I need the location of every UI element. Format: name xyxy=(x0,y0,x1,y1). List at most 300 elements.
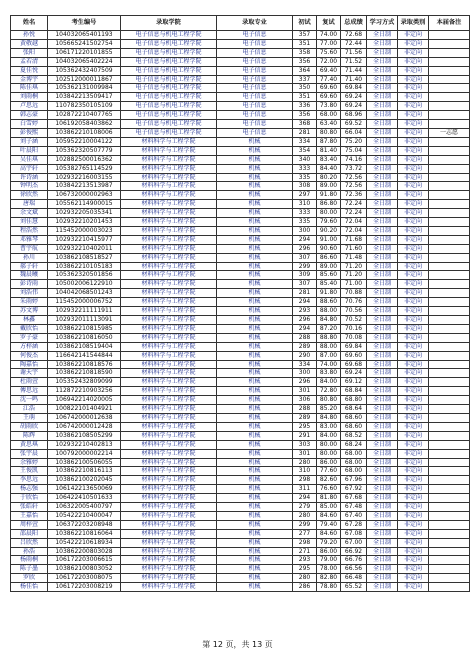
table-row xyxy=(11,57,470,66)
table-cell: 308 xyxy=(293,182,317,191)
table-cell: 杨志强 xyxy=(11,485,48,494)
table-cell: 310 xyxy=(293,467,317,476)
table-cell: 303 xyxy=(293,440,317,449)
table-cell: 金博宇 xyxy=(11,75,48,84)
table-cell: 85.40 xyxy=(317,280,341,289)
table-cell: 材料科学与工程学院 xyxy=(121,360,217,369)
table-cell: 材料科学与工程学院 xyxy=(121,449,217,458)
table-cell: 103862200803028 xyxy=(48,547,121,556)
table-cell: 材料科学与工程学院 xyxy=(121,556,217,565)
table-cell: 非定向 xyxy=(398,324,429,333)
table-cell: 84.00 xyxy=(317,431,341,440)
table-cell: 材料科学与工程学院 xyxy=(121,476,217,485)
table-cell: 机械 xyxy=(217,218,293,227)
table-cell: 68.84 xyxy=(341,387,367,396)
table-cell xyxy=(429,120,470,129)
table-cell: 294 xyxy=(293,235,317,244)
table-cell: 电子信息与机电工程学院 xyxy=(121,31,217,40)
table-cell: 孙浩 xyxy=(11,547,48,556)
table-cell: 294 xyxy=(293,494,317,503)
table-cell: 电子信息 xyxy=(217,84,293,93)
table-cell xyxy=(429,253,470,262)
table-cell: 296 xyxy=(293,316,317,325)
table-cell: 非定向 xyxy=(398,218,429,227)
table-cell: 余雅婷 xyxy=(11,458,48,467)
table-cell: 材料科学与工程学院 xyxy=(121,529,217,538)
table-cell: 非定向 xyxy=(398,307,429,316)
table-cell: 102932011113091 xyxy=(48,316,121,325)
table-cell: 材料科学与工程学院 xyxy=(121,565,217,574)
table-cell: 69.84 xyxy=(341,342,367,351)
table-cell: 83.40 xyxy=(317,155,341,164)
table-cell: 102932211111911 xyxy=(48,307,121,316)
table-cell: 335 xyxy=(293,218,317,227)
table-cell: 全日制 xyxy=(367,244,398,253)
column-header: 录取学院 xyxy=(121,16,217,31)
table-cell: 机械 xyxy=(217,467,293,476)
table-cell: 105362320507779 xyxy=(48,146,121,155)
table-cell: 非定向 xyxy=(398,422,429,431)
table-cell: 85.20 xyxy=(317,405,341,414)
table-row xyxy=(11,31,470,40)
table-cell: 非定向 xyxy=(398,66,429,75)
table-cell: 非定向 xyxy=(398,333,429,342)
table-cell: 材料科学与工程学院 xyxy=(121,262,217,271)
table-cell: 351 xyxy=(293,93,317,102)
table-row xyxy=(11,226,470,235)
table-cell: 全日制 xyxy=(367,387,398,396)
table-cell: 67.28 xyxy=(341,520,367,529)
table-cell: 106322005400797 xyxy=(48,503,121,512)
page-footer: 第 12 页，共 13 页 xyxy=(202,640,273,649)
table-cell: 89.00 xyxy=(317,182,341,191)
table-cell: 高宇轩 xyxy=(11,164,48,173)
table-cell: 非定向 xyxy=(398,209,429,218)
table-cell: 机械 xyxy=(217,146,293,155)
table-cell: 72.04 xyxy=(341,218,367,227)
table-cell xyxy=(429,547,470,556)
table-row xyxy=(11,316,470,325)
table-cell: 87.00 xyxy=(317,351,341,360)
table-cell: 非定向 xyxy=(398,351,429,360)
table-cell: 336 xyxy=(293,102,317,111)
table-cell: 郝子轩 xyxy=(11,262,48,271)
table-cell xyxy=(429,280,470,289)
table-cell xyxy=(429,413,470,422)
table-cell: 魏晨曦 xyxy=(11,271,48,280)
table-cell xyxy=(429,440,470,449)
table-cell xyxy=(429,574,470,583)
table-cell: 材料科学与工程学院 xyxy=(121,271,217,280)
table-row xyxy=(11,413,470,422)
table-row xyxy=(11,396,470,405)
table-cell: 吴佳琪 xyxy=(11,155,48,164)
table-cell: 281 xyxy=(293,128,317,137)
table-cell: 吕欣然 xyxy=(11,538,48,547)
table-cell: 67.96 xyxy=(341,476,367,485)
table-row xyxy=(11,173,470,182)
table-cell: 105352432809099 xyxy=(48,378,121,387)
table-cell: 全日制 xyxy=(367,413,398,422)
table-cell xyxy=(429,369,470,378)
table-cell: 非定向 xyxy=(398,48,429,57)
table-cell: 非定向 xyxy=(398,538,429,547)
table-cell: 290 xyxy=(293,351,317,360)
table-cell: 307 xyxy=(293,253,317,262)
table-cell: 程浩然 xyxy=(11,226,48,235)
table-cell: 86.80 xyxy=(317,200,341,209)
table-cell: 机械 xyxy=(217,316,293,325)
table-cell: 106422410501633 xyxy=(48,494,121,503)
table-cell: 全日制 xyxy=(367,218,398,227)
table-cell: 66.76 xyxy=(341,556,367,565)
table-cell: 材料科学与工程学院 xyxy=(121,182,217,191)
table-cell: 103862100803052 xyxy=(48,565,121,574)
table-cell: 280 xyxy=(293,511,317,520)
table-cell: 309 xyxy=(293,271,317,280)
table-cell: 84.80 xyxy=(317,413,341,422)
table-cell: 90.20 xyxy=(317,226,341,235)
table-cell: 机械 xyxy=(217,431,293,440)
table-cell xyxy=(429,218,470,227)
table-cell: 全日制 xyxy=(367,503,398,512)
table-cell xyxy=(429,378,470,387)
table-cell: 71.40 xyxy=(341,75,367,84)
table-cell: 88.60 xyxy=(317,298,341,307)
table-cell: 全日制 xyxy=(367,75,398,84)
table-cell xyxy=(429,485,470,494)
table-row xyxy=(11,494,470,503)
table-cell: 71.52 xyxy=(341,57,367,66)
table-cell: 材料科学与工程学院 xyxy=(121,289,217,298)
table-cell: 103862210108006 xyxy=(48,128,121,137)
table-cell: 102512000011867 xyxy=(48,75,121,84)
table-row xyxy=(11,556,470,565)
table-cell xyxy=(429,511,470,520)
table-cell: 271 xyxy=(293,547,317,556)
table-cell: 机械 xyxy=(217,520,293,529)
table-cell: 71.00 xyxy=(341,280,367,289)
table-cell: 非定向 xyxy=(398,102,429,111)
table-cell: 非定向 xyxy=(398,155,429,164)
table-cell: 材料科学与工程学院 xyxy=(121,316,217,325)
table-cell: 103862210816064 xyxy=(48,529,121,538)
table-cell: 76.60 xyxy=(317,485,341,494)
table-cell: 电子信息与机电工程学院 xyxy=(121,84,217,93)
table-cell: 电子信息与机电工程学院 xyxy=(121,75,217,84)
table-cell: 70.52 xyxy=(341,316,367,325)
table-row xyxy=(11,218,470,227)
table-cell: 102872210407765 xyxy=(48,111,121,120)
table-cell: 非定向 xyxy=(398,458,429,467)
table-cell: 67.92 xyxy=(341,485,367,494)
table-cell xyxy=(429,324,470,333)
table-cell: 非定向 xyxy=(398,244,429,253)
table-row xyxy=(11,253,470,262)
table-cell xyxy=(429,556,470,565)
table-cell: 全日制 xyxy=(367,48,398,57)
table-cell: 103862210818576 xyxy=(48,360,121,369)
table-cell: 84.60 xyxy=(317,529,341,538)
table-cell: 非定向 xyxy=(398,431,429,440)
table-row xyxy=(11,209,470,218)
table-cell: 110782350105109 xyxy=(48,102,121,111)
table-cell: 69.40 xyxy=(317,66,341,75)
table-cell: 全日制 xyxy=(367,173,398,182)
table-cell: 102932210402011 xyxy=(48,244,121,253)
table-row xyxy=(11,244,470,253)
table-cell: 301 xyxy=(293,387,317,396)
table-cell: 机械 xyxy=(217,476,293,485)
table-cell: 74.00 xyxy=(317,31,341,40)
table-cell: 材料科学与工程学院 xyxy=(121,369,217,378)
table-cell: 邓雅琴 xyxy=(11,235,48,244)
table-cell: 70.08 xyxy=(341,333,367,342)
table-cell: 67.40 xyxy=(341,511,367,520)
table-row xyxy=(11,289,470,298)
table-row xyxy=(11,155,470,164)
table-cell: 106732000002963 xyxy=(48,191,121,200)
table-cell: 材料科学与工程学院 xyxy=(121,164,217,173)
table-cell: 80.00 xyxy=(317,209,341,218)
table-cell: 机械 xyxy=(217,307,293,316)
table-cell: 非定向 xyxy=(398,396,429,405)
table-row xyxy=(11,485,470,494)
table-cell: 102932210201453 xyxy=(48,218,121,227)
table-cell: 65.52 xyxy=(341,583,367,592)
table-cell: 非定向 xyxy=(398,137,429,146)
table-cell: 72.56 xyxy=(341,182,367,191)
table-cell: 全日制 xyxy=(367,280,398,289)
table-cell: 钟明杰 xyxy=(11,182,48,191)
table-cell: 全日制 xyxy=(367,120,398,129)
table-cell: 80.20 xyxy=(317,173,341,182)
table-cell: 谢天宇 xyxy=(11,369,48,378)
table-cell: 全日制 xyxy=(367,128,398,137)
table-cell: 机械 xyxy=(217,440,293,449)
table-cell: 林鑫 xyxy=(11,316,48,325)
table-cell: 邵晨阳 xyxy=(11,529,48,538)
table-cell: 非定向 xyxy=(398,120,429,129)
table-cell: 电子信息与机电工程学院 xyxy=(121,48,217,57)
table-cell: 非定向 xyxy=(398,226,429,235)
table-cell: 机械 xyxy=(217,511,293,520)
table-row xyxy=(11,538,470,547)
table-cell: 67.00 xyxy=(341,538,367,547)
table-cell: 孙悦 xyxy=(11,31,48,40)
table-cell: 刘雨桐 xyxy=(11,93,48,102)
table-row xyxy=(11,342,470,351)
table-cell: 75.20 xyxy=(341,137,367,146)
table-cell: 288 xyxy=(293,333,317,342)
table-cell xyxy=(429,565,470,574)
table-cell xyxy=(429,520,470,529)
table-cell xyxy=(429,84,470,93)
table-cell: 机械 xyxy=(217,458,293,467)
table-cell: 88.00 xyxy=(317,307,341,316)
table-cell: 86.00 xyxy=(317,458,341,467)
table-cell: 非定向 xyxy=(398,253,429,262)
table-cell: 87.80 xyxy=(317,137,341,146)
table-cell: 非定向 xyxy=(398,31,429,40)
table-cell: 非定向 xyxy=(398,182,429,191)
table-cell: 机械 xyxy=(217,226,293,235)
table-cell: 电子信息与机电工程学院 xyxy=(121,66,217,75)
table-cell: 81.80 xyxy=(317,494,341,503)
column-header: 考生编号 xyxy=(48,16,121,31)
table-cell: 电子信息 xyxy=(217,66,293,75)
table-row xyxy=(11,422,470,431)
table-cell: 289 xyxy=(293,342,317,351)
table-cell: 106942214020005 xyxy=(48,396,121,405)
table-cell: 电子信息与机电工程学院 xyxy=(121,57,217,66)
table-cell: 刘佳慧 xyxy=(11,218,48,227)
table-cell: 材料科学与工程学院 xyxy=(121,467,217,476)
table-cell: 全日制 xyxy=(367,405,398,414)
table-cell: 105952210004122 xyxy=(48,137,121,146)
table-cell: 103842213509417 xyxy=(48,93,121,102)
table-cell: 103862210815985 xyxy=(48,324,121,333)
table-cell: 72.24 xyxy=(341,209,367,218)
table-cell: 非定向 xyxy=(398,547,429,556)
table-cell xyxy=(429,298,470,307)
table-cell: 非定向 xyxy=(398,262,429,271)
table-row xyxy=(11,120,470,129)
table-cell: 非定向 xyxy=(398,369,429,378)
table-cell: 全日制 xyxy=(367,449,398,458)
table-cell: 79.20 xyxy=(317,538,341,547)
table-cell: 材料科学与工程学院 xyxy=(121,405,217,414)
table-cell: 106171220101855 xyxy=(48,48,121,57)
table-cell xyxy=(429,351,470,360)
table-cell: 103842213513987 xyxy=(48,182,121,191)
table-cell: 301 xyxy=(293,449,317,458)
table-cell: 104042068501243 xyxy=(48,289,121,298)
table-cell: 非定向 xyxy=(398,316,429,325)
table-cell: 机械 xyxy=(217,235,293,244)
table-cell: 机械 xyxy=(217,369,293,378)
table-cell: 68.96 xyxy=(341,111,367,120)
table-cell: 非定向 xyxy=(398,200,429,209)
table-cell: 材料科学与工程学院 xyxy=(121,280,217,289)
table-cell: 机械 xyxy=(217,351,293,360)
table-cell xyxy=(429,360,470,369)
table-cell: 102882500016362 xyxy=(48,155,121,164)
table-row xyxy=(11,565,470,574)
table-cell: 288 xyxy=(293,405,317,414)
table-cell: 81.40 xyxy=(317,146,341,155)
table-cell: 非定向 xyxy=(398,289,429,298)
table-cell xyxy=(429,431,470,440)
table-row xyxy=(11,467,470,476)
table-cell: 106742000012638 xyxy=(48,413,121,422)
table-cell: 306 xyxy=(293,396,317,405)
table-cell: 机械 xyxy=(217,449,293,458)
table-cell: 沈一鸣 xyxy=(11,396,48,405)
table-cell: 机械 xyxy=(217,173,293,182)
table-cell: 电子信息与机电工程学院 xyxy=(121,120,217,129)
column-header: 本届备注 xyxy=(429,16,470,31)
table-cell: 350 xyxy=(293,84,317,93)
table-cell: 72.80 xyxy=(317,387,341,396)
table-cell: 机械 xyxy=(217,538,293,547)
table-cell: 84.40 xyxy=(317,164,341,173)
table-cell: 70.16 xyxy=(341,324,367,333)
table-cell: 295 xyxy=(293,565,317,574)
table-cell: 69.24 xyxy=(341,102,367,111)
table-cell xyxy=(429,396,470,405)
table-cell: 89.00 xyxy=(317,262,341,271)
table-cell: 罗子豪 xyxy=(11,333,48,342)
table-row xyxy=(11,511,470,520)
table-cell: 296 xyxy=(293,378,317,387)
table-cell: 全日制 xyxy=(367,289,398,298)
table-cell xyxy=(429,503,470,512)
table-cell: 全日制 xyxy=(367,458,398,467)
table-cell: 全日制 xyxy=(367,93,398,102)
column-header: 姓名 xyxy=(11,16,48,31)
table-row xyxy=(11,387,470,396)
table-cell: 刘浩伟 xyxy=(11,289,48,298)
table-cell xyxy=(429,307,470,316)
table-row xyxy=(11,333,470,342)
table-cell: 68.00 xyxy=(341,449,367,458)
table-cell: 材料科学与工程学院 xyxy=(121,155,217,164)
column-header: 总成绩 xyxy=(341,16,367,31)
table-cell: 106172203006615 xyxy=(48,556,121,565)
table-cell: 294 xyxy=(293,324,317,333)
table-cell: 289 xyxy=(293,413,317,422)
table-cell: 电子信息 xyxy=(217,75,293,84)
table-cell: 苏文博 xyxy=(11,307,48,316)
table-cell: 91.80 xyxy=(317,191,341,200)
table-cell: 全日制 xyxy=(367,316,398,325)
table-row xyxy=(11,440,470,449)
table-cell: 机械 xyxy=(217,485,293,494)
table-cell xyxy=(429,262,470,271)
table-cell: 102932205035341 xyxy=(48,209,121,218)
table-cell: 彭俊熙 xyxy=(11,128,48,137)
table-cell: 全日制 xyxy=(367,422,398,431)
table-cell: 材料科学与工程学院 xyxy=(121,209,217,218)
table-cell: 机械 xyxy=(217,529,293,538)
table-cell: 全日制 xyxy=(367,396,398,405)
table-cell: 79.00 xyxy=(317,556,341,565)
table-cell: 310 xyxy=(293,200,317,209)
table-cell: 非定向 xyxy=(398,520,429,529)
table-cell: 唐瑞 xyxy=(11,200,48,209)
table-row xyxy=(11,307,470,316)
table-cell: 全日制 xyxy=(367,520,398,529)
table-cell: 全日制 xyxy=(367,137,398,146)
table-row xyxy=(11,93,470,102)
table-cell: 非定向 xyxy=(398,84,429,93)
table-cell: 于欣怡 xyxy=(11,494,48,503)
table-cell: 105382765114529 xyxy=(48,164,121,173)
table-cell: 335 xyxy=(293,173,317,182)
table-cell: 非定向 xyxy=(398,39,429,48)
table-cell: 机械 xyxy=(217,155,293,164)
table-cell: 非定向 xyxy=(398,164,429,173)
table-cell: 334 xyxy=(293,137,317,146)
table-cell xyxy=(429,164,470,173)
table-row xyxy=(11,75,470,84)
table-row xyxy=(11,324,470,333)
table-cell: 72.56 xyxy=(341,173,367,182)
table-cell: 73.72 xyxy=(341,164,367,173)
table-cell xyxy=(429,146,470,155)
column-header: 复试 xyxy=(317,16,341,31)
